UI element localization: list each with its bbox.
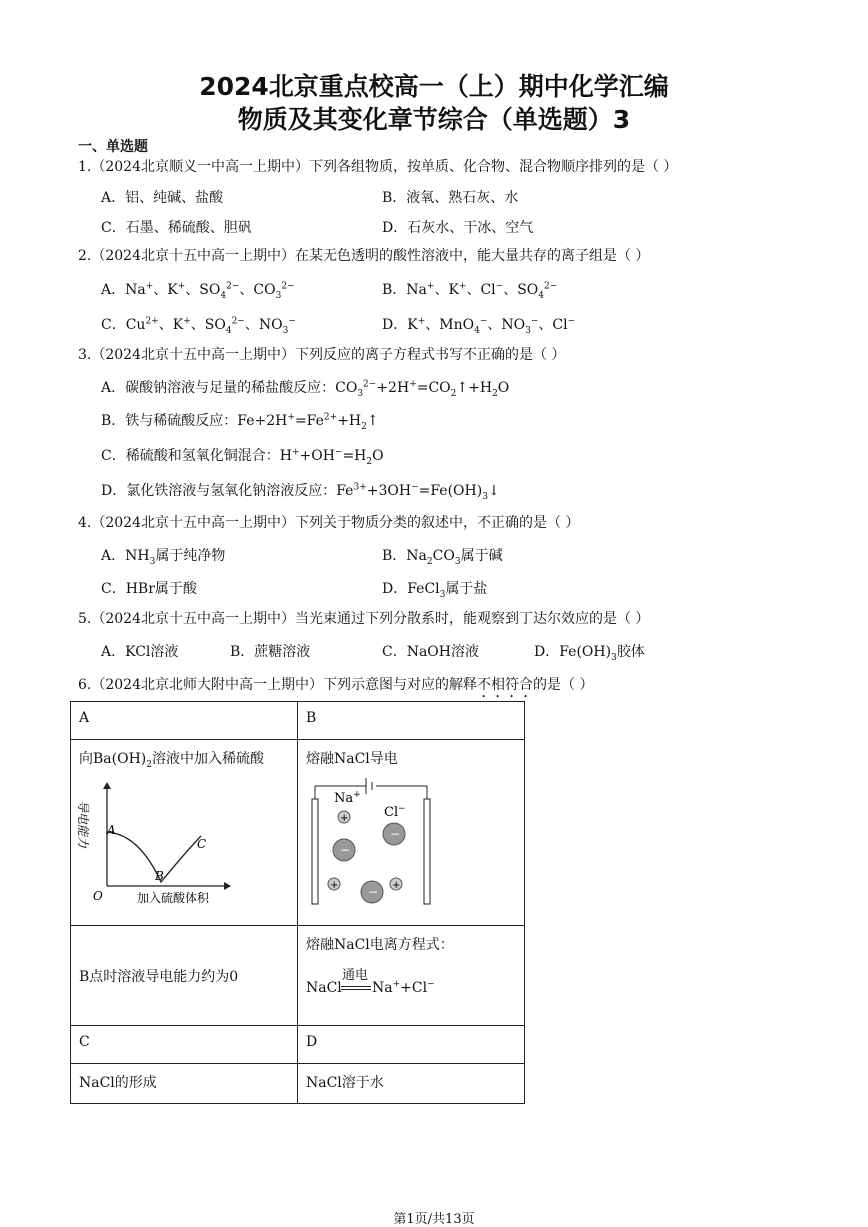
q3-option-a: A．碳酸钠溶液与足量的稀盐酸反应：$CO_3^{2-}+2H^+=CO_2↑+H_2O$ — [101, 379, 510, 399]
table-header-b: B — [298, 702, 525, 740]
question-2-stem: 2.（2024北京十五中高一上期中）在某无色透明的酸性溶液中，能大量共存的离子组是（ ） — [78, 248, 650, 264]
graph-point-a: A — [107, 823, 116, 837]
question-3-stem: 3.（2024北京十五中高一上期中）下列反应的离子方程式书写不正确的是（ ） — [78, 347, 566, 363]
ionization-equation — [306, 964, 516, 1000]
page-title-line1: 2024北京重点校高一（上）期中化学汇编 — [199, 72, 669, 101]
table-header-a: A — [71, 702, 298, 740]
page-footer: 第1页/共13页 — [393, 1212, 475, 1227]
graph-origin: O — [93, 889, 103, 903]
table-cell-b-diagram — [298, 740, 525, 926]
q3-option-b: B．铁与稀硫酸反应：$Fe+2H^+=Fe^{2+}+H_2↑$ — [101, 412, 379, 432]
q1-option-a: A．铝、纯碱、盐酸 — [101, 190, 224, 206]
graph-xlabel: 加入硫酸体积 — [137, 891, 210, 905]
cell-b-explanation-title: 熔融NaCl电离方程式： — [306, 937, 454, 953]
section-heading: 一、单选题 — [78, 139, 148, 155]
na-ion-2-sign: + — [330, 880, 339, 891]
question-1-stem: 1.（2024北京顺义一中高一上期中）下列各组物质，按单质、化合物、混合物顺序排列的是（ ） — [78, 159, 678, 175]
cell-a-caption: 向$Ba(OH)_2$溶液中加入稀硫酸 — [79, 751, 264, 770]
page-title-line2: 物质及其变化章节综合（单选题）3 — [237, 105, 631, 134]
q1-option-c: C．石墨、稀硫酸、胆矾 — [101, 220, 252, 236]
q1-option-b: B．液氧、熟石灰、水 — [382, 190, 519, 206]
cl-ion-1-sign: − — [390, 827, 401, 841]
cl-ion-3-sign: − — [368, 885, 379, 899]
table-cell-a-diagram — [71, 740, 298, 926]
cell-b-caption: 熔融NaCl导电 — [306, 751, 398, 767]
cl-label: Cl− — [384, 804, 406, 820]
table-header-c: C — [71, 1026, 298, 1064]
q2-option-a: A．Na+、K+、$SO_4^{2-}$、$CO_3^{2-}$ — [101, 281, 295, 301]
q5-option-c: C．NaOH溶液 — [382, 644, 479, 660]
q4-option-d: D．FeCl$_3$属于盐 — [382, 581, 488, 600]
q3-option-d: D．氯化铁溶液与氢氧化钠溶液反应：$Fe^{3+}+3OH^-=Fe(OH)_3↓$ — [101, 482, 500, 502]
q2-option-c: C．$Cu^{2+}$、K+、$SO_4^{2-}$、$NO_3^-$ — [101, 316, 296, 336]
q5-option-d: D．$Fe(OH)_3$胶体 — [534, 644, 645, 663]
graph-point-c: C — [197, 837, 207, 851]
question-6-table — [70, 701, 525, 1104]
q2-option-d: D．K+、MnO$_4$−、$NO_3^-$、Cl− — [382, 316, 576, 336]
equation-lhs: NaCl — [306, 980, 342, 996]
equation-equals — [341, 986, 371, 990]
q1-option-d: D．石灰水、干冰、空气 — [382, 220, 534, 236]
q4-option-c: C．HBr属于酸 — [101, 581, 197, 597]
graph-ylabel: 导电能力 — [76, 800, 90, 849]
q4-option-a: A．$NH_3$属于纯净物 — [101, 548, 226, 567]
na-label: Na+ — [334, 790, 361, 806]
question-6-stem: 6.（2024北京北师大附中高一上期中）下列示意图与对应的解释不相符合的是（ ） — [78, 677, 594, 693]
question-5-stem: 5.（2024北京十五中高一上期中）当光束通过下列分散系时，能观察到丁达尔效应的是（ ） — [78, 611, 650, 627]
table-cell-d: NaCl溶于水 — [298, 1064, 525, 1104]
conductivity-graph — [76, 774, 239, 905]
question-4-stem: 4.（2024北京十五中高一上期中）下列关于物质分类的叙述中，不正确的是（ ） — [78, 515, 580, 531]
q5-option-a: A．KCl溶液 — [101, 644, 179, 660]
equation-rhs: Na++Cl− — [372, 979, 435, 996]
na-ion-3-sign: + — [392, 880, 401, 891]
q4-option-b: B．$Na_2CO_3$属于碱 — [382, 548, 503, 567]
table-cell-b-explanation — [298, 926, 525, 1026]
q5-option-b: B．蔗糖溶液 — [230, 644, 311, 660]
equation-condition: 通电 — [342, 968, 369, 983]
cl-ion-2-sign: − — [340, 843, 351, 857]
table-cell-a-explanation: B点时溶液导电能力约为0 — [71, 926, 298, 1026]
na-ion-1-sign: + — [340, 813, 349, 824]
table-header-d: D — [298, 1026, 525, 1064]
electrolysis-diagram — [306, 774, 446, 909]
q3-option-c: C．稀硫酸和氢氧化铜混合：$H^++OH^-=H_2O$ — [101, 447, 384, 467]
table-cell-c: NaCl的形成 — [71, 1064, 298, 1104]
q2-option-b: B．Na+、K+、Cl−、$SO_4^{2-}$ — [382, 281, 558, 301]
graph-point-b: B — [155, 869, 164, 883]
